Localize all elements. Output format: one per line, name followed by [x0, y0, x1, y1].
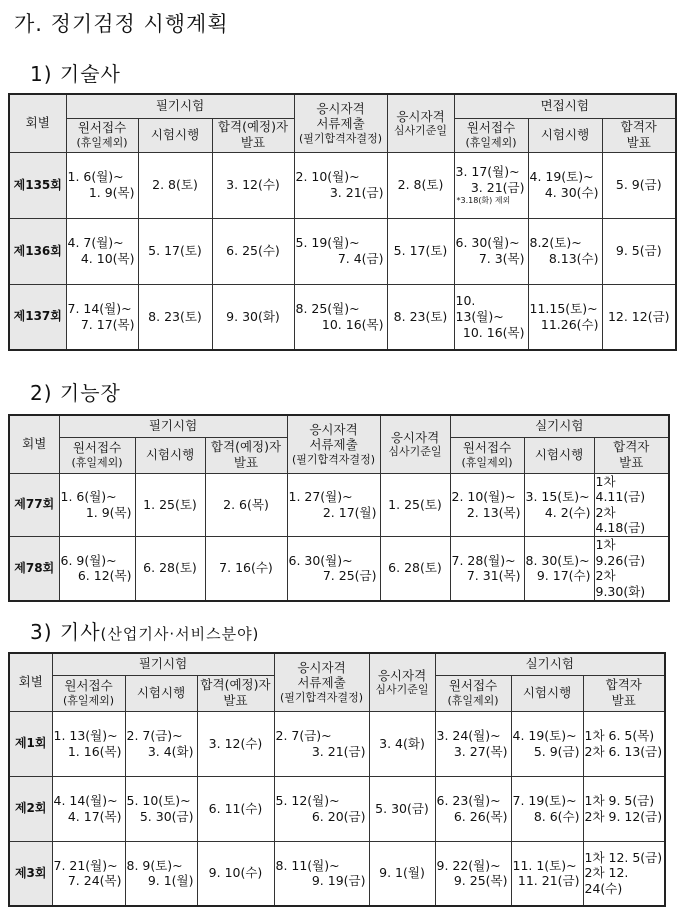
written-announce-date: 9. 10(수) [208, 865, 263, 881]
base-date: 5. 30(금) [375, 800, 429, 816]
practical-apply-start: 6. 23(월)~ [436, 792, 501, 808]
header-text: 필기시험 [138, 656, 188, 672]
header-written-group [66, 94, 294, 118]
written-exam-date: 5. 17(토) [148, 243, 202, 259]
header-practical-group [435, 653, 665, 675]
docs-submit-cell [274, 711, 369, 776]
base-date-cell [387, 284, 454, 350]
page-title: 가. 정기검정 시행계획 [14, 12, 229, 36]
schedule-table [8, 414, 670, 602]
practical-announce-date: 2차 12. 24(수) [584, 865, 629, 897]
header-text: 발표 [626, 135, 651, 150]
written-exam-date: 2. 8(토) [152, 177, 198, 193]
header-practical-apply [454, 118, 528, 152]
header-text: 응시자격 [316, 100, 365, 116]
header-text: 심사기준일 [388, 445, 442, 459]
docs-submit-start: 8. 11(월)~ [275, 857, 340, 873]
header-text: 원서접수 [77, 120, 127, 136]
docs-submit-cell [294, 152, 387, 218]
header-announce [212, 118, 294, 152]
round-label: 제2회 [14, 801, 47, 815]
practical-announce-date: 2차 6. 13(금) [584, 743, 663, 759]
written-exam-cell [125, 711, 197, 776]
docs-submit-start: 5. 19(월)~ [295, 235, 360, 251]
docs-submit-cell [287, 537, 380, 601]
docs-submit-start: 2. 7(금)~ [275, 727, 332, 743]
written-announce-date: 2. 6(목) [223, 496, 269, 512]
header-row [9, 415, 669, 437]
practical-exam-end: 9. 17(수) [536, 568, 591, 584]
practical-exam-cell [511, 711, 583, 776]
header-text: 심사기준일 [375, 683, 429, 697]
written-announce-cell [212, 284, 294, 350]
table-row [9, 218, 676, 284]
round-cell [9, 284, 66, 350]
practical-apply-start: 2. 10(월)~ [451, 489, 516, 505]
table-row [9, 537, 669, 601]
practical-apply-end: 7. 3(목) [478, 251, 525, 266]
practical-apply-end: 7. 31(목) [466, 568, 521, 584]
practical-apply-cell [454, 284, 528, 350]
header-announce [205, 437, 287, 473]
practical-exam-cell [528, 218, 602, 284]
written-apply-start: 7. 21(월)~ [53, 857, 118, 873]
practical-exam-start: 11.15(토)~ [529, 301, 598, 317]
docs-submit-cell [274, 841, 369, 906]
written-apply-start: 6. 9(월)~ [60, 552, 117, 568]
practical-apply-end: 3. 27(목) [453, 743, 508, 759]
written-apply-cell [66, 284, 138, 350]
header-practical-group [450, 415, 669, 437]
header-row [9, 94, 676, 118]
header-text: 발표 [611, 693, 636, 708]
written-exam-cell [138, 284, 212, 350]
base-date-cell [380, 473, 450, 537]
header-round [9, 94, 66, 152]
header-practical-apply [435, 675, 511, 711]
header-text: 필기시험 [148, 418, 198, 434]
practical-exam-start: 8. 30(토)~ [525, 552, 590, 568]
header-text: 시험시행 [150, 127, 200, 143]
header-subtext: (필기합격자결정) [280, 691, 363, 704]
header-docs [294, 94, 387, 152]
written-announce-date: 6. 25(수) [226, 243, 280, 259]
header-text: 시험시행 [145, 447, 195, 463]
written-apply-end: 1. 16(목) [67, 743, 122, 759]
header-text: 시험시행 [522, 685, 572, 701]
header-text: 원서접수 [64, 678, 113, 694]
round-label: 제137회 [13, 309, 62, 324]
practical-announce-cell [583, 776, 665, 841]
written-apply-end: 7. 17(목) [80, 316, 135, 332]
base-date: 9. 1(월) [379, 865, 425, 881]
written-exam-start: 2. 7(금)~ [126, 727, 183, 743]
header-base-date [369, 653, 435, 711]
practical-apply-end: 2. 13(목) [466, 504, 521, 520]
schedule-table [8, 652, 666, 907]
header-apply [66, 118, 138, 152]
practical-apply-cell [454, 218, 528, 284]
table-row [9, 284, 676, 350]
round-cell [9, 776, 52, 841]
written-exam-date: 1. 25(토) [143, 496, 197, 512]
practical-apply-end: 3. 21(금) [470, 180, 525, 195]
table-row [9, 776, 665, 841]
written-apply-end: 1. 9(목) [85, 504, 132, 520]
header-text: 발표 [240, 135, 266, 150]
base-date-cell [387, 218, 454, 284]
table-row [9, 473, 669, 537]
practical-announce-date: 1차 9.26(금) [595, 537, 646, 568]
practical-apply-start: 9. 22(월)~ [436, 857, 501, 873]
base-date: 2. 8(토) [397, 177, 444, 193]
docs-submit-cell [294, 284, 387, 350]
header-practical-exam [528, 118, 602, 152]
header-round [9, 653, 52, 711]
docs-submit-start: 5. 12(월)~ [275, 792, 340, 808]
header-text: 심사기준일 [393, 124, 448, 138]
section-heading-sub: (산업기사·서비스분야) [100, 625, 260, 643]
header-exam [138, 118, 212, 152]
header-text: 회별 [18, 674, 43, 690]
round-label: 제3회 [14, 865, 47, 880]
written-apply-end: 1. 9(목) [88, 185, 135, 200]
header-text: 발표 [619, 455, 644, 470]
practical-apply-cell [454, 152, 528, 218]
practical-announce-date: 1차 9. 5(금) [584, 792, 655, 808]
round-cell [9, 152, 66, 218]
written-apply-cell [66, 152, 138, 218]
practical-apply-start: 10. 13(월)~ [455, 293, 504, 324]
header-text: 합격(예정)자 [210, 439, 282, 455]
table-row [9, 841, 665, 906]
written-exam-cell [135, 473, 205, 537]
docs-submit-end: 6. 20(금) [311, 808, 366, 824]
header-text: 회별 [25, 115, 50, 131]
section-heading-3 [30, 616, 259, 645]
practical-apply-cell [450, 537, 524, 601]
practical-apply-cell [435, 841, 511, 906]
header-apply [52, 675, 125, 711]
docs-submit-end: 3. 21(금) [311, 743, 366, 759]
base-date: 5. 17(토) [393, 243, 448, 259]
header-subtext: (휴일제외) [461, 455, 513, 469]
docs-submit-start: 6. 30(월)~ [288, 552, 353, 568]
base-date: 1. 25(토) [388, 496, 442, 512]
written-apply-cell [59, 473, 135, 537]
written-announce-cell [197, 711, 274, 776]
practical-apply-start: 6. 30(월)~ [455, 235, 520, 251]
written-apply-end: 4. 17(목) [67, 808, 122, 824]
written-apply-start: 1. 13(월)~ [53, 727, 118, 743]
header-text: 실기시험 [525, 656, 574, 672]
practical-exam-end: 11.26(수) [540, 316, 599, 332]
practical-announce-date: 2차 9.30(화) [595, 568, 646, 599]
header-subtext: (휴일제외) [465, 135, 517, 149]
header-subtext: (필기합격자결정) [292, 453, 375, 466]
practical-announce-date: 1차 6. 5(목) [584, 727, 655, 743]
practical-announce-date: 5. 9(금) [615, 177, 662, 193]
practical-exam-end: 8.13(수) [548, 251, 599, 266]
round-label: 제77회 [14, 497, 55, 512]
written-apply-cell [52, 776, 125, 841]
header-text: 발표 [223, 693, 248, 708]
practical-exam-start: 11. 1(토)~ [512, 857, 577, 873]
practical-exam-cell [511, 841, 583, 906]
written-apply-cell [52, 841, 125, 906]
round-label: 제1회 [14, 736, 47, 750]
table-row [9, 711, 665, 776]
practical-announce-date: 2차 9. 12(금) [584, 808, 663, 824]
written-announce-date: 9. 30(화) [226, 308, 280, 324]
docs-submit-cell [274, 776, 369, 841]
header-practical-apply [450, 437, 524, 473]
practical-exam-start: 4. 19(토)~ [529, 169, 594, 185]
base-date-cell [380, 537, 450, 601]
round-label: 제78회 [14, 560, 55, 575]
header-text: 응시자격 [309, 421, 358, 437]
section-heading-2 [30, 377, 121, 406]
header-text: 시험시행 [136, 685, 186, 701]
docs-submit-end: 10. 16(목) [321, 316, 384, 332]
header-text: 원서접수 [462, 440, 512, 456]
base-date-cell [369, 841, 435, 906]
practical-apply-end: 6. 26(목) [453, 808, 508, 824]
header-text: 서류제출 [297, 675, 346, 691]
docs-submit-end: 7. 4(금) [337, 251, 384, 266]
base-date-cell [387, 152, 454, 218]
practical-exam-cell [524, 473, 594, 537]
docs-submit-cell [287, 473, 380, 537]
practical-announce-cell [602, 152, 676, 218]
written-announce-cell [212, 218, 294, 284]
header-written-group [59, 415, 287, 437]
written-exam-cell [138, 152, 212, 218]
header-text: 응시자격 [396, 108, 445, 124]
header-text: 회별 [22, 436, 47, 452]
exclusion-note: *3.18(화) 제외 [456, 195, 511, 205]
header-exam [125, 675, 197, 711]
header-text: 응시자격 [377, 667, 427, 683]
practical-exam-end: 8. 6(수) [533, 808, 580, 824]
section-heading-text: 2) 기능장 [30, 381, 121, 405]
written-apply-cell [66, 218, 138, 284]
header-text: 서류제출 [316, 116, 365, 132]
header-text: 응시자격 [297, 659, 346, 675]
header-text: 원서접수 [72, 440, 122, 456]
header-text: 원서접수 [466, 120, 516, 136]
written-exam-end: 3. 4(화) [147, 743, 194, 759]
written-exam-end: 9. 1(월) [147, 873, 194, 889]
header-text: 발표 [233, 455, 259, 470]
header-round [9, 415, 59, 473]
written-apply-cell [52, 711, 125, 776]
practical-apply-end: 10. 16(목) [462, 324, 525, 340]
written-announce-cell [212, 152, 294, 218]
section-heading-text: 1) 기술사 [30, 62, 121, 86]
base-date-cell [369, 711, 435, 776]
written-exam-date: 8. 23(토) [148, 308, 202, 324]
docs-submit-end: 9. 19(금) [311, 873, 366, 889]
written-apply-start: 1. 6(월)~ [67, 169, 124, 185]
header-subtext: (휴일제외) [71, 455, 123, 469]
docs-submit-cell [294, 218, 387, 284]
written-exam-cell [125, 776, 197, 841]
schedule-table [8, 93, 677, 351]
header-subtext: (필기합격자결정) [299, 132, 382, 145]
practical-apply-start: 3. 17(월)~ [455, 164, 520, 180]
written-apply-end: 4. 10(목) [80, 251, 135, 266]
round-cell [9, 537, 59, 601]
written-apply-start: 7. 14(월)~ [67, 301, 132, 317]
practical-exam-start: 7. 19(토)~ [512, 792, 577, 808]
written-exam-cell [135, 537, 205, 601]
written-announce-cell [205, 473, 287, 537]
practical-announce-date: 1차 4.11(금) [595, 473, 646, 505]
header-text: 응시자격 [390, 429, 440, 445]
practical-announce-date: 2차 4.18(금) [595, 504, 646, 536]
round-cell [9, 473, 59, 537]
header-subtext: (휴일제외) [62, 693, 115, 707]
header-text: 합격(예정)자 [200, 677, 271, 693]
written-apply-cell [59, 537, 135, 601]
docs-submit-end: 7. 25(금) [322, 568, 377, 584]
header-announce [197, 675, 274, 711]
written-announce-cell [197, 776, 274, 841]
practical-apply-cell [435, 776, 511, 841]
practical-exam-cell [524, 537, 594, 601]
practical-exam-cell [511, 776, 583, 841]
header-text: 시험시행 [540, 127, 590, 143]
header-row [9, 653, 665, 675]
header-text: 원서접수 [448, 678, 498, 694]
header-practical-group [454, 94, 676, 118]
practical-exam-end: 11. 21(금) [517, 873, 580, 889]
written-exam-cell [125, 841, 197, 906]
header-practical-exam [511, 675, 583, 711]
docs-submit-end: 3. 21(금) [329, 185, 384, 200]
header-text: 합격(예정)자 [217, 119, 289, 135]
practical-exam-cell [528, 152, 602, 218]
practical-apply-end: 9. 25(목) [453, 873, 508, 889]
header-docs [274, 653, 369, 711]
header-text: 시험시행 [534, 447, 584, 463]
header-base-date [380, 415, 450, 473]
practical-apply-cell [450, 473, 524, 537]
practical-announce-cell [583, 841, 665, 906]
round-cell [9, 218, 66, 284]
written-exam-start: 8. 9(토)~ [126, 857, 183, 873]
header-practical-announce [602, 118, 676, 152]
written-announce-cell [205, 537, 287, 601]
written-exam-cell [138, 218, 212, 284]
header-text: 실기시험 [535, 418, 584, 434]
header-text: 면접시험 [540, 98, 589, 114]
practical-announce-cell [594, 537, 669, 601]
base-date: 8. 23(토) [393, 308, 448, 324]
round-cell [9, 711, 52, 776]
header-practical-announce [583, 675, 665, 711]
header-text: 합격자 [613, 439, 650, 455]
written-announce-cell [197, 841, 274, 906]
practical-announce-cell [602, 218, 676, 284]
written-announce-date: 3. 12(수) [208, 735, 263, 751]
header-text: 합격자 [605, 677, 642, 693]
round-label: 제135회 [13, 177, 62, 192]
written-exam-date: 6. 28(토) [143, 560, 197, 576]
header-base-date [387, 94, 454, 152]
docs-submit-start: 2. 10(월)~ [295, 169, 360, 185]
round-cell [9, 841, 52, 906]
practical-announce-date: 12. 12(금) [607, 308, 670, 324]
docs-submit-start: 1. 27(월)~ [288, 489, 353, 505]
round-label: 제136회 [13, 243, 62, 258]
written-exam-end: 5. 30(금) [139, 808, 194, 824]
header-text: 합격자 [620, 119, 657, 135]
header-apply [59, 437, 135, 473]
base-date: 6. 28(토) [388, 560, 442, 576]
section-heading-1 [30, 58, 121, 87]
practical-announce-cell [602, 284, 676, 350]
table-row [9, 152, 676, 218]
header-practical-exam [524, 437, 594, 473]
practical-announce-date: 9. 5(금) [615, 243, 662, 259]
practical-apply-start: 3. 24(월)~ [436, 727, 501, 743]
written-apply-end: 6. 12(목) [77, 568, 132, 584]
written-apply-end: 7. 24(목) [67, 873, 122, 889]
header-subtext: (휴일제외) [76, 135, 128, 149]
base-date-cell [369, 776, 435, 841]
header-exam [135, 437, 205, 473]
practical-exam-start: 4. 19(토)~ [512, 727, 577, 743]
written-announce-date: 3. 12(수) [226, 177, 280, 193]
header-docs [287, 415, 380, 473]
practical-exam-end: 4. 2(수) [544, 504, 591, 520]
written-apply-start: 4. 7(월)~ [67, 235, 124, 251]
practical-exam-cell [528, 284, 602, 350]
header-practical-announce [594, 437, 669, 473]
written-announce-date: 7. 16(수) [219, 560, 273, 576]
header-text: 필기시험 [155, 98, 205, 114]
written-apply-start: 1. 6(월)~ [60, 489, 117, 505]
header-written-group [52, 653, 274, 675]
base-date: 3. 4(화) [379, 735, 425, 751]
practical-apply-start: 7. 28(월)~ [451, 552, 516, 568]
practical-apply-cell [435, 711, 511, 776]
practical-announce-cell [583, 711, 665, 776]
written-announce-date: 6. 11(수) [208, 800, 263, 816]
practical-exam-end: 5. 9(금) [533, 743, 580, 759]
docs-submit-start: 8. 25(월)~ [295, 301, 360, 317]
section-heading-text: 3) 기사 [30, 620, 101, 644]
practical-exam-start: 3. 15(토)~ [525, 489, 590, 505]
header-text: 서류제출 [309, 437, 358, 453]
docs-submit-end: 2. 17(월) [322, 504, 377, 520]
practical-announce-date: 1차 12. 5(금) [584, 849, 663, 865]
practical-announce-cell [594, 473, 669, 537]
header-subtext: (휴일제외) [447, 693, 499, 707]
practical-exam-start: 8.2(토)~ [529, 235, 582, 251]
written-apply-start: 4. 14(월)~ [53, 792, 118, 808]
practical-exam-end: 4. 30(수) [544, 185, 599, 200]
written-exam-start: 5. 10(토)~ [126, 792, 191, 808]
